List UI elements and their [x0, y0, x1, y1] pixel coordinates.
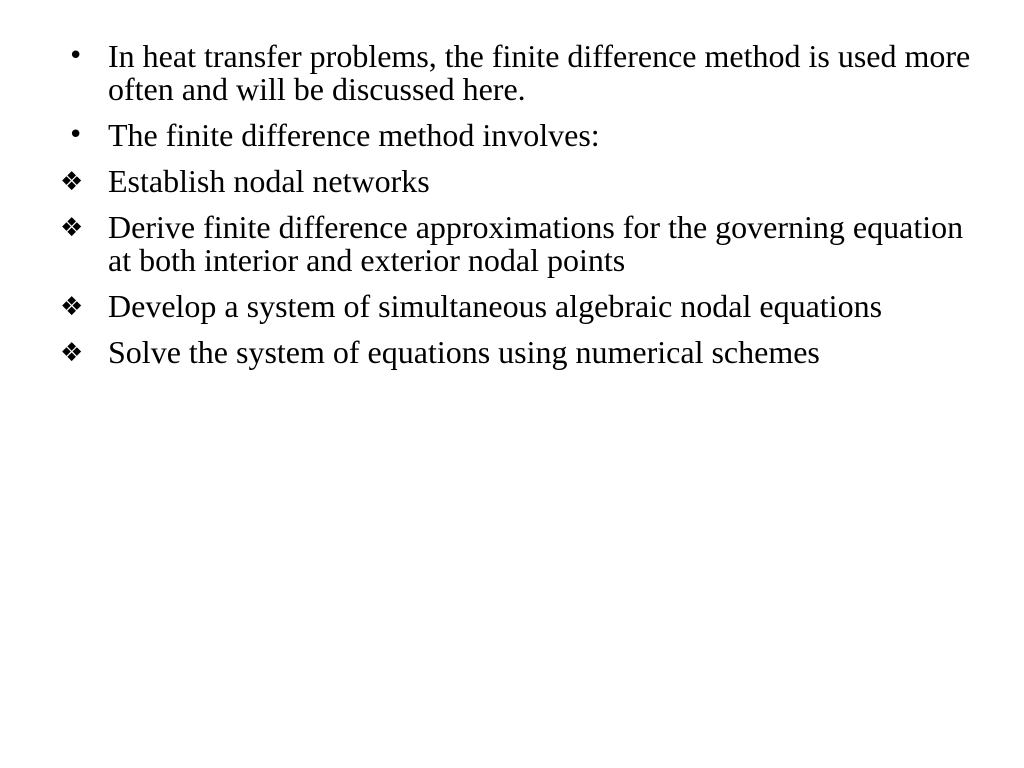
- bullet-list: [60, 40, 980, 382]
- bullet-item: [60, 336, 980, 369]
- bullet-item: [60, 119, 980, 152]
- bullet-dot-icon: •: [68, 41, 84, 71]
- bullet-item: [60, 290, 980, 323]
- diamond-bullet-icon: ❖: [60, 167, 84, 197]
- diamond-bullet-icon: ❖: [60, 292, 84, 322]
- diamond-bullet-icon: ❖: [60, 338, 84, 368]
- bullet-item: [60, 211, 980, 277]
- bullet-text: In heat transfer problems, the finite difference method is used more often and will be discussed here.: [108, 38, 971, 107]
- bullet-item: [60, 40, 980, 106]
- bullet-text: The finite difference method involves:: [108, 117, 600, 153]
- bullet-text: Establish nodal networks: [108, 163, 430, 199]
- bullet-text: Develop a system of simultaneous algebraic nodal equations: [108, 288, 883, 324]
- bullet-text: Solve the system of equations using numerical schemes: [108, 334, 820, 370]
- diamond-bullet-icon: ❖: [60, 213, 84, 243]
- bullet-text: Derive finite difference approximations for the governing equation at both interior and exterior nodal points: [108, 209, 964, 278]
- bullet-dot-icon: •: [68, 120, 84, 150]
- bullet-item: [60, 165, 980, 198]
